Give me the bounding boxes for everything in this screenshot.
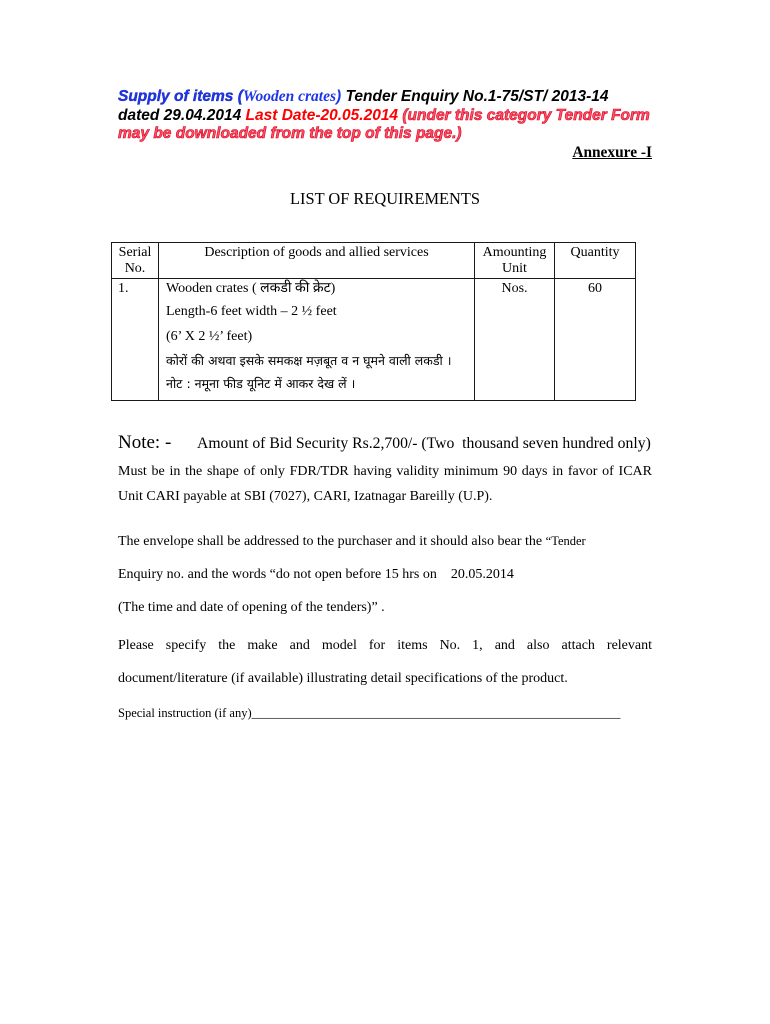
row-description — [159, 279, 475, 401]
list-of-requirements-heading: LIST OF REQUIREMENTS — [289, 189, 481, 208]
description-item-name: Wooden crates ( लकडी की क्रेट) — [166, 281, 336, 296]
header-description: Description of goods and allied services — [159, 243, 475, 279]
description-dimensions-short: (6’ X 2 ½’ feet) — [166, 329, 253, 344]
row-quantity: 60 — [555, 279, 636, 401]
special-instruction — [118, 705, 620, 721]
specify-make-model-line-2: document/literature (if available) illustrating detail specifications of the product. — [118, 671, 568, 686]
row-unit: Nos. — [475, 279, 555, 401]
tender-enquiry-number: Tender Enquiry No.1-75/ST/ 2013-14 — [345, 88, 609, 105]
tender-title-line-3 — [118, 125, 462, 143]
special-instruction-label: Special instruction (if any) — [118, 706, 252, 720]
bid-security-amount: Amount of Bid Security Rs.2,700/- (Two thousand seven hundred only) — [197, 435, 651, 452]
special-instruction-blank-line: ___________________________________________________________ — [251, 706, 621, 720]
envelope-instruction-text: The envelope shall be addressed to the purchaser and it should also bear the — [118, 534, 546, 549]
annexure-label: Annexure -I — [572, 144, 652, 161]
row-serial: 1. — [112, 279, 159, 401]
item-name-wooden-crates: Wooden crates — [242, 88, 337, 105]
tender-date: dated 29.04.2014 — [118, 107, 242, 124]
table-row — [112, 279, 636, 401]
envelope-instruction-tender-quote: “Tender — [545, 534, 586, 548]
header-serial-line-2: No. — [124, 261, 146, 276]
header-unit-line-1: Amounting — [482, 245, 547, 260]
header-unit-line-2: Unit — [502, 261, 527, 276]
download-notice-part-2: may be downloaded from the top of this page.) — [118, 125, 462, 142]
header-quantity: Quantity — [555, 243, 636, 279]
header-serial-line-1: Serial — [118, 245, 152, 260]
download-notice-part-1: (under this category Tender Form — [402, 107, 650, 124]
security-instrument-line-2: Unit CARI payable at SBI (7027), CARI, Izatnagar Bareilly (U.P). — [118, 489, 493, 504]
last-date: Last Date-20.05.2014 — [245, 107, 399, 124]
tender-title-line-2 — [118, 107, 650, 125]
requirements-table — [111, 242, 636, 401]
specify-make-model-line-1: Please specify the make and model for items No. 1, and also attach relevant — [118, 638, 652, 653]
tender-title-line-1 — [118, 88, 609, 106]
envelope-instruction-line-3: (The time and date of opening of the tenders)” . — [118, 600, 385, 615]
header-serial-no — [112, 243, 159, 279]
supply-of-items-text: Supply of items ( — [118, 88, 243, 105]
description-hindi-material: कोरों की अथवा इसके समकक्ष मज़बूत व न घूमने वाली लकडी । — [166, 353, 452, 368]
header-amounting-unit — [475, 243, 555, 279]
title-closing-paren: ) — [336, 88, 342, 105]
envelope-instruction-line-1 — [118, 532, 586, 551]
security-instrument-line-1: Must be in the shape of only FDR/TDR having validity minimum 90 days in favor of ICAR — [118, 464, 652, 479]
note-label: Note: - — [118, 432, 172, 453]
envelope-instruction-line-2: Enquiry no. and the words “do not open before 15 hrs on 20.05.2014 — [118, 567, 514, 582]
description-dimensions: Length-6 feet width – 2 ½ feet — [166, 304, 337, 319]
table-header-row — [112, 243, 636, 279]
description-hindi-note: नोट : नमूना फीड यूनिट में आकर देख लें । — [166, 376, 356, 391]
